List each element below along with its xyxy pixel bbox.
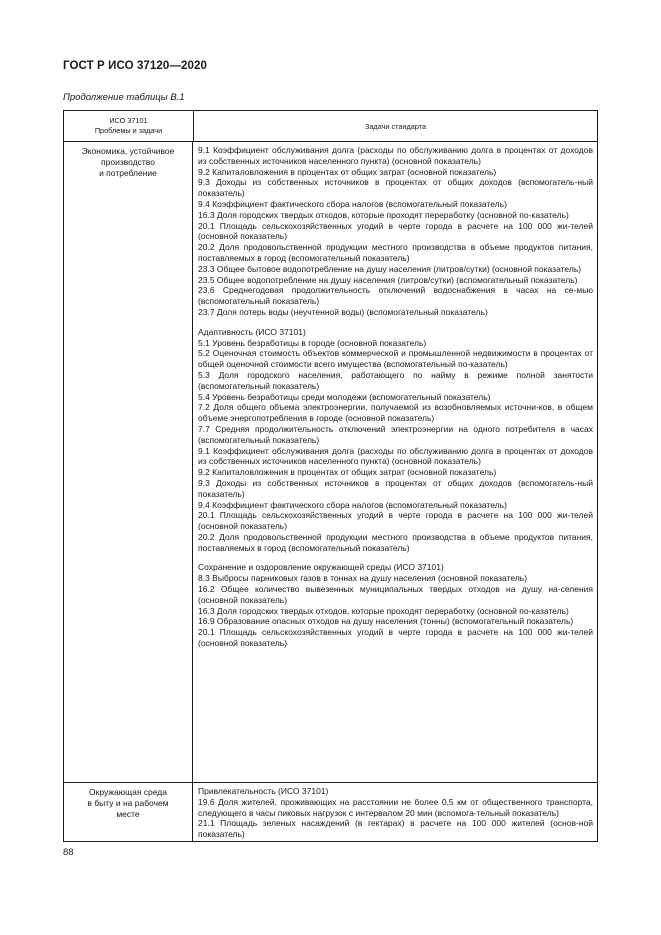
- col-issues-header-line1: ИСО 37101: [109, 116, 148, 125]
- task-group: [198, 562, 593, 648]
- indicator-item: 19.6 Доля жителей, проживающих на расстоянии не более 0,5 км от общественного транспорта, следующего в часы пиковых нагрузок с интервалом 20 мин (вспомога-тельный показатель): [198, 796, 593, 818]
- task-group: [198, 145, 593, 318]
- indicator-item: 23.5 Общее водопотребление на душу населения (литров/сутки) (вспомогательный показатель): [198, 274, 578, 285]
- indicator-item: 23.3 Общее бытовое водопотребление на душу населения (литров/сутки) (основной показатель): [198, 263, 582, 274]
- indicator-item: 9.2 Капиталовложения в процентах от общих затрат (основной показатель): [198, 467, 497, 478]
- task-group: [198, 327, 593, 554]
- standard-title: ГОСТ Р ИСО 37120—2020: [63, 60, 208, 72]
- task-group-title: Привлекательность (ИСО 37101): [198, 786, 329, 796]
- table-row: [64, 142, 597, 782]
- indicator-item: 9.4 Коэффициент фактического сбора налогов (вспомогательный показатель): [198, 499, 507, 510]
- indicator-item: 5.2 Оценочная стоимость объектов коммерческой и промышленной недвижимости в процентах от общей оценочной стоимости всего имущества (вспомогательный по-казатель): [198, 348, 593, 370]
- indicator-item: 20.2 Доля продовольственной продукции местного производства в объеме продуктов питания, поставляемых в город (вспомогательный показатель): [198, 531, 593, 553]
- indicator-item: 23.6 Среднегодовая продолжительность отключений водоснабжения в часах на се-мью (вспомогательный показатель): [198, 285, 593, 307]
- issue-line: и потребление: [99, 167, 157, 178]
- indicator-item: 20.1 Площадь сельскохозяйственных угодий в черте города в расчете на 100 000 жи-телей (основной показатель): [198, 220, 593, 242]
- indicator-item: 7.7 Средняя продолжительность отключений электроэнергии на одного потребителя в часах (вспомогательный показатель): [198, 423, 593, 445]
- tasks-cell: [193, 142, 597, 782]
- table-continuation-caption: Продолжение таблицы В.1: [63, 92, 185, 103]
- indicator-item: 5.1 Уровень безработицы в городе (основной показатель): [198, 337, 427, 348]
- indicator-item: 9.4 Коэффициент фактического сбора налогов (вспомогательный показатель): [198, 198, 507, 209]
- issue-line: производство: [101, 156, 155, 167]
- tasks-cell: [193, 783, 597, 841]
- col-issues-header-line2: Проблемы и задачи: [94, 126, 163, 135]
- indicator-item: 16.3 Доля городских твердых отходов, которые проходят переработку (основной по-казатель): [198, 605, 569, 616]
- indicator-item: 9.1 Коэффициент обслуживания долга (расходы по обслуживанию долга в процентах от доходов из собственных источников населенного пункта) (основной показатель): [198, 145, 593, 166]
- indicator-item: 9.1 Коэффициент обслуживания долга (расходы по обслуживанию долга в процентах от доходов из собственных источников населенного пункта) (основной показатель): [198, 445, 593, 467]
- indicator-item: 20.2 Доля продовольственной продукции местного производства в объеме продуктов питания, поставляемых в город (вспомогательный показатель): [198, 242, 593, 263]
- col-issues-header: [64, 111, 194, 141]
- issue-line: в быту и на рабочем: [87, 797, 169, 808]
- issue-cell: [64, 783, 193, 841]
- indicator-item: 9.3 Доходы из собственных источников в процентах от общих доходов (вспомогатель-ный показатель): [198, 177, 593, 199]
- indicator-item: 8.3 Выбросы парниковых газов в тоннах на душу населения (основной показатель): [198, 573, 528, 584]
- task-group: [198, 786, 593, 840]
- issue-cell: [64, 142, 193, 782]
- issue-line: Окружающая среда: [89, 787, 167, 797]
- indicator-item: 16.9 Образование опасных отходов на душу населения (тонны) (вспомогательный показатель): [198, 616, 574, 627]
- indicator-item: 5.4 Уровень безработицы среди молодежи (вспомогательный показатель): [198, 391, 491, 402]
- indicator-item: 5.3 Доля городского населения, работающего по найму в режиме полной занятости (вспомогательный показатель): [198, 369, 593, 391]
- page-number: 88: [63, 847, 74, 858]
- col-tasks-header: Задачи стандарта: [364, 121, 427, 131]
- indicator-item: 16.3 Доля городских твердых отходов, которые проходят переработку (основной по-казатель): [198, 209, 569, 220]
- issue-line: месте: [116, 808, 140, 819]
- indicator-item: 20.1 Площадь сельскохозяйственных угодий в черте города в расчете на 100 000 жи-телей (основной показатель): [198, 510, 593, 532]
- standards-table: [63, 110, 598, 842]
- task-group-title: Адаптивность (ИСО 37101): [198, 326, 306, 337]
- indicator-item: 7.2 Доля общего объема электроэнергии, получаемой из возобновляемых источни-ков, в общем объеме энергопотребления в городе (основной показатель): [198, 402, 593, 424]
- indicator-item: 23.7 Доля потерь воды (неучтенной воды) (вспомогательный показатель): [198, 306, 488, 317]
- table-row: [64, 782, 597, 841]
- indicator-item: 9.2 Капиталовложения в процентах от общих затрат (основной показатель): [198, 166, 497, 177]
- issue-line: Экономика, устойчивое: [81, 146, 175, 156]
- table-body: [64, 142, 597, 841]
- table-header-row: [64, 111, 597, 142]
- indicator-item: 16.2 Общее количество вывезенных муниципальных твердых отходов на душу на-селения (основной показатель): [198, 584, 593, 605]
- task-group-title: Сохранение и оздоровление окружающей среды (ИСО 37101): [198, 562, 444, 573]
- indicator-item: 9.3 Доходы из собственных источников в процентах от общих доходов (вспомогатель-ный показатель): [198, 477, 593, 499]
- indicator-item: 20.1 Площадь сельскохозяйственных угодий в черте города в расчете на 100 000 жи-телей (основной показатель): [198, 627, 593, 649]
- indicator-item: 21.1 Площадь зеленых насаждений (в гектарах) в расчете на 100 000 жителей (основ-ной показатель): [198, 818, 593, 840]
